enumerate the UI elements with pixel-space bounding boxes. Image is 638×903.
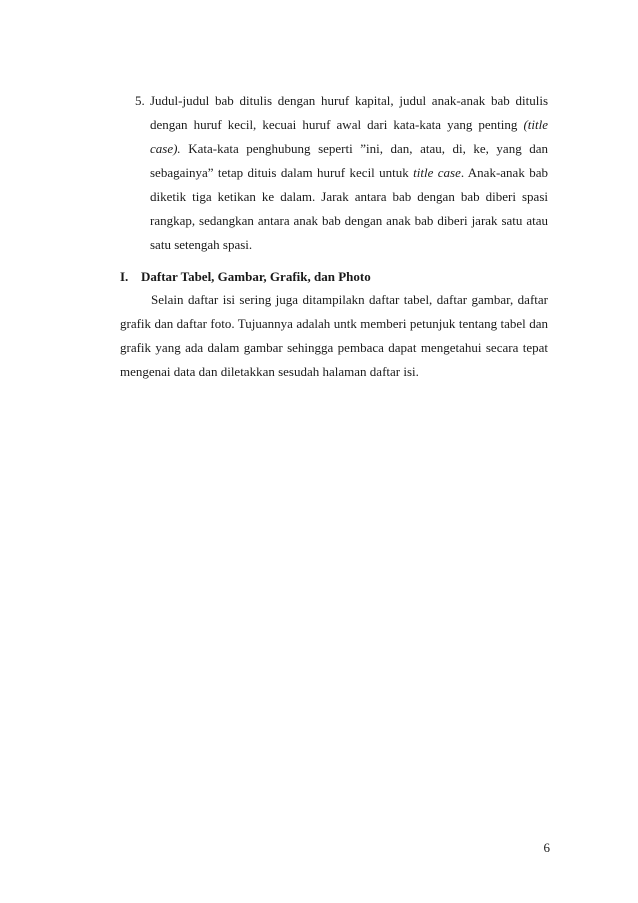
- paragraph-line-2: grafik dan daftar foto. Tujuannya adalah untk memberi petunjuk tentang tabel dan: [120, 316, 548, 331]
- paragraph-line-1: Selain daftar isi sering juga ditampilakn daftar tabel, daftar gambar, daftar: [151, 292, 548, 307]
- paragraph-line-4: mengenai data dan diletakkan sesudah halaman daftar isi.: [120, 364, 419, 379]
- list-line-5: diketik tiga ketikan ke dalam. Jarak antara bab dengan bab diberi spasi: [150, 189, 548, 204]
- section-title: Daftar Tabel, Gambar, Grafik, dan Photo: [141, 269, 371, 284]
- list-line-7: satu setengah spasi.: [150, 237, 253, 252]
- section-heading: [120, 265, 548, 289]
- list-line-4: sebagainya” tetap dituis dalam huruf kecil untuk title case. Anak-anak bab: [150, 165, 548, 180]
- list-line-3: case). Kata-kata penghubung seperti ”ini, dan, atau, di, ke, yang dan: [150, 141, 548, 156]
- list-line-6: rangkap, sedangkan antara anak bab dengan anak bab diberi jarak satu atau: [150, 213, 548, 228]
- paragraph-line-3: grafik yang ada dalam gambar sehingga pembaca dapat mengetahui secara tepat: [120, 340, 548, 355]
- list-line-1: Judul-judul bab ditulis dengan huruf kapital, judul anak-anak bab ditulis: [150, 93, 548, 108]
- page-number: 6: [543, 840, 550, 855]
- list-item-text: [150, 89, 548, 257]
- section-number: I.: [120, 269, 129, 284]
- list-line-2: dengan huruf kecil, kecuai huruf awal dari kata-kata yang penting (title: [150, 117, 548, 132]
- section-paragraph: [120, 288, 548, 384]
- list-item-number: 5.: [135, 93, 145, 108]
